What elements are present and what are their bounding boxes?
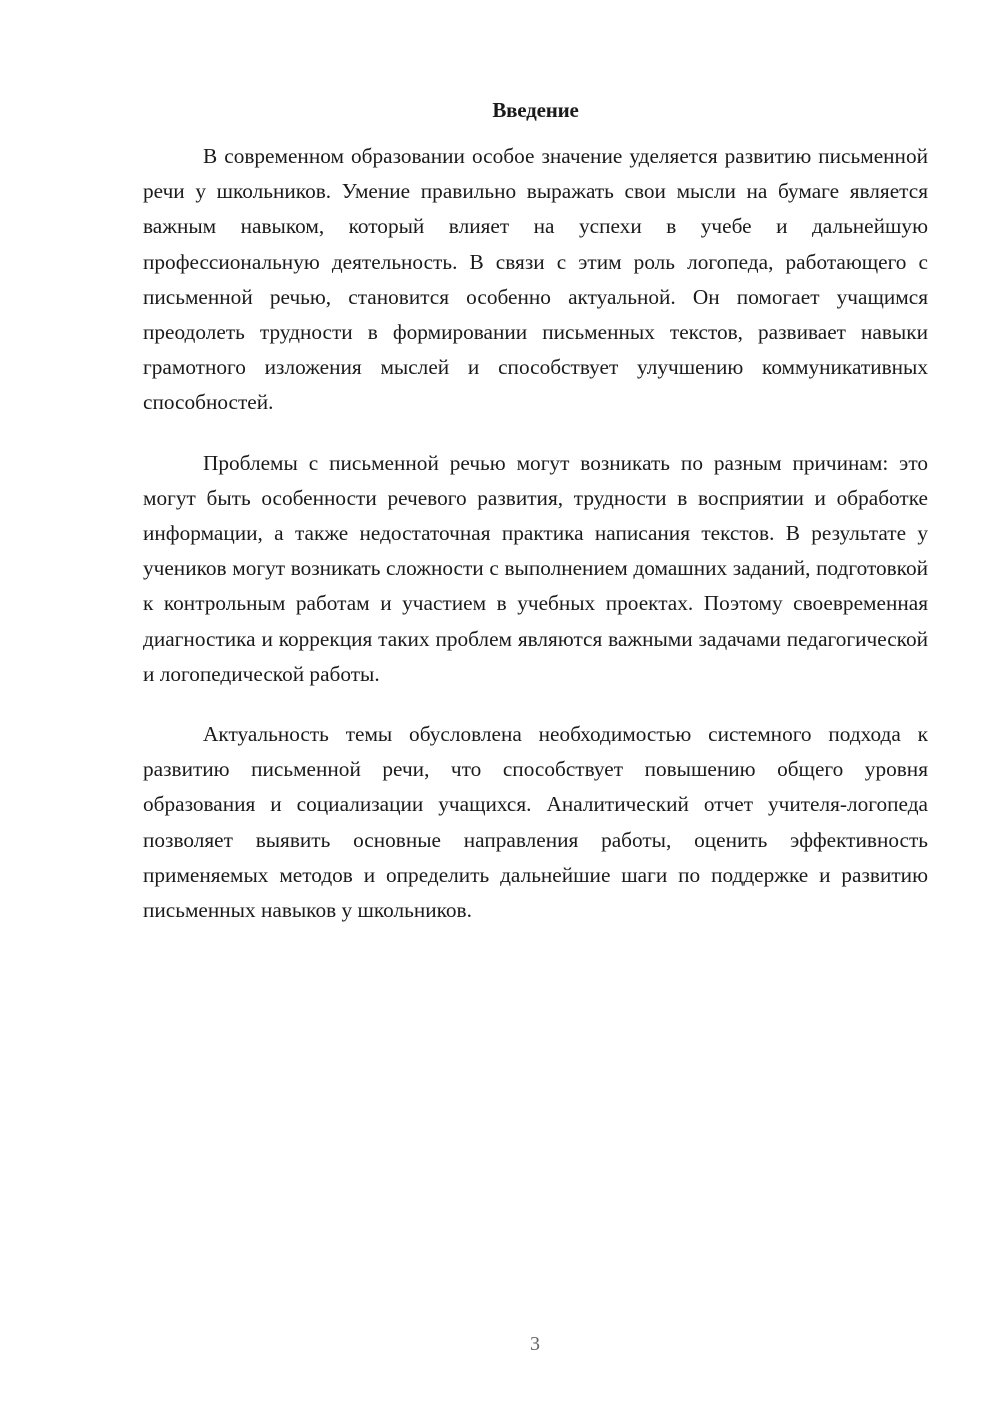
paragraph-3: Актуальность темы обусловлена необходимостью системного подхода к развитию письменной речи, что способствует повышению общего уровня образования и социализации учащихся. Аналитический отчет учителя-логопеда позволяет выявить основные направления работы, оценить эффективность применяемых методов и определить дальнейшие шаги по поддержке и развитию письменных навыков у школьников. [143, 722, 928, 923]
section-heading: Введение [492, 98, 579, 122]
paragraph-1: В современном образовании особое значение уделяется развитию письменной речи у школьников. Умение правильно выражать свои мысли на бумаге является важным навыком, который влияет на успехи в учебе и дальнейшую профессиональную деятельность. В связи с этим роль логопеда, работающего с письменной речью, становится особенно актуальной. Он помогает учащимся преодолеть трудности в формировании письменных текстов, развивает навыки грамотного изложения мыслей и способствует улучшению коммуникативных способностей. [143, 144, 928, 415]
page-number: 3 [530, 1333, 540, 1355]
document-page [143, 95, 928, 953]
paragraph-2: Проблемы с письменной речью могут возникать по разным причинам: это могут быть особенности речевого развития, трудности в восприятии и обработке информации, а также недостаточная практика написания текстов. В результате у учеников могут возникать сложности с выполнением домашних заданий, подготовкой к контрольным работам и участием в учебных проектах. Поэтому своевременная диагностика и коррекция таких проблем являются важными задачами педагогической и логопедической работы. [143, 450, 928, 686]
